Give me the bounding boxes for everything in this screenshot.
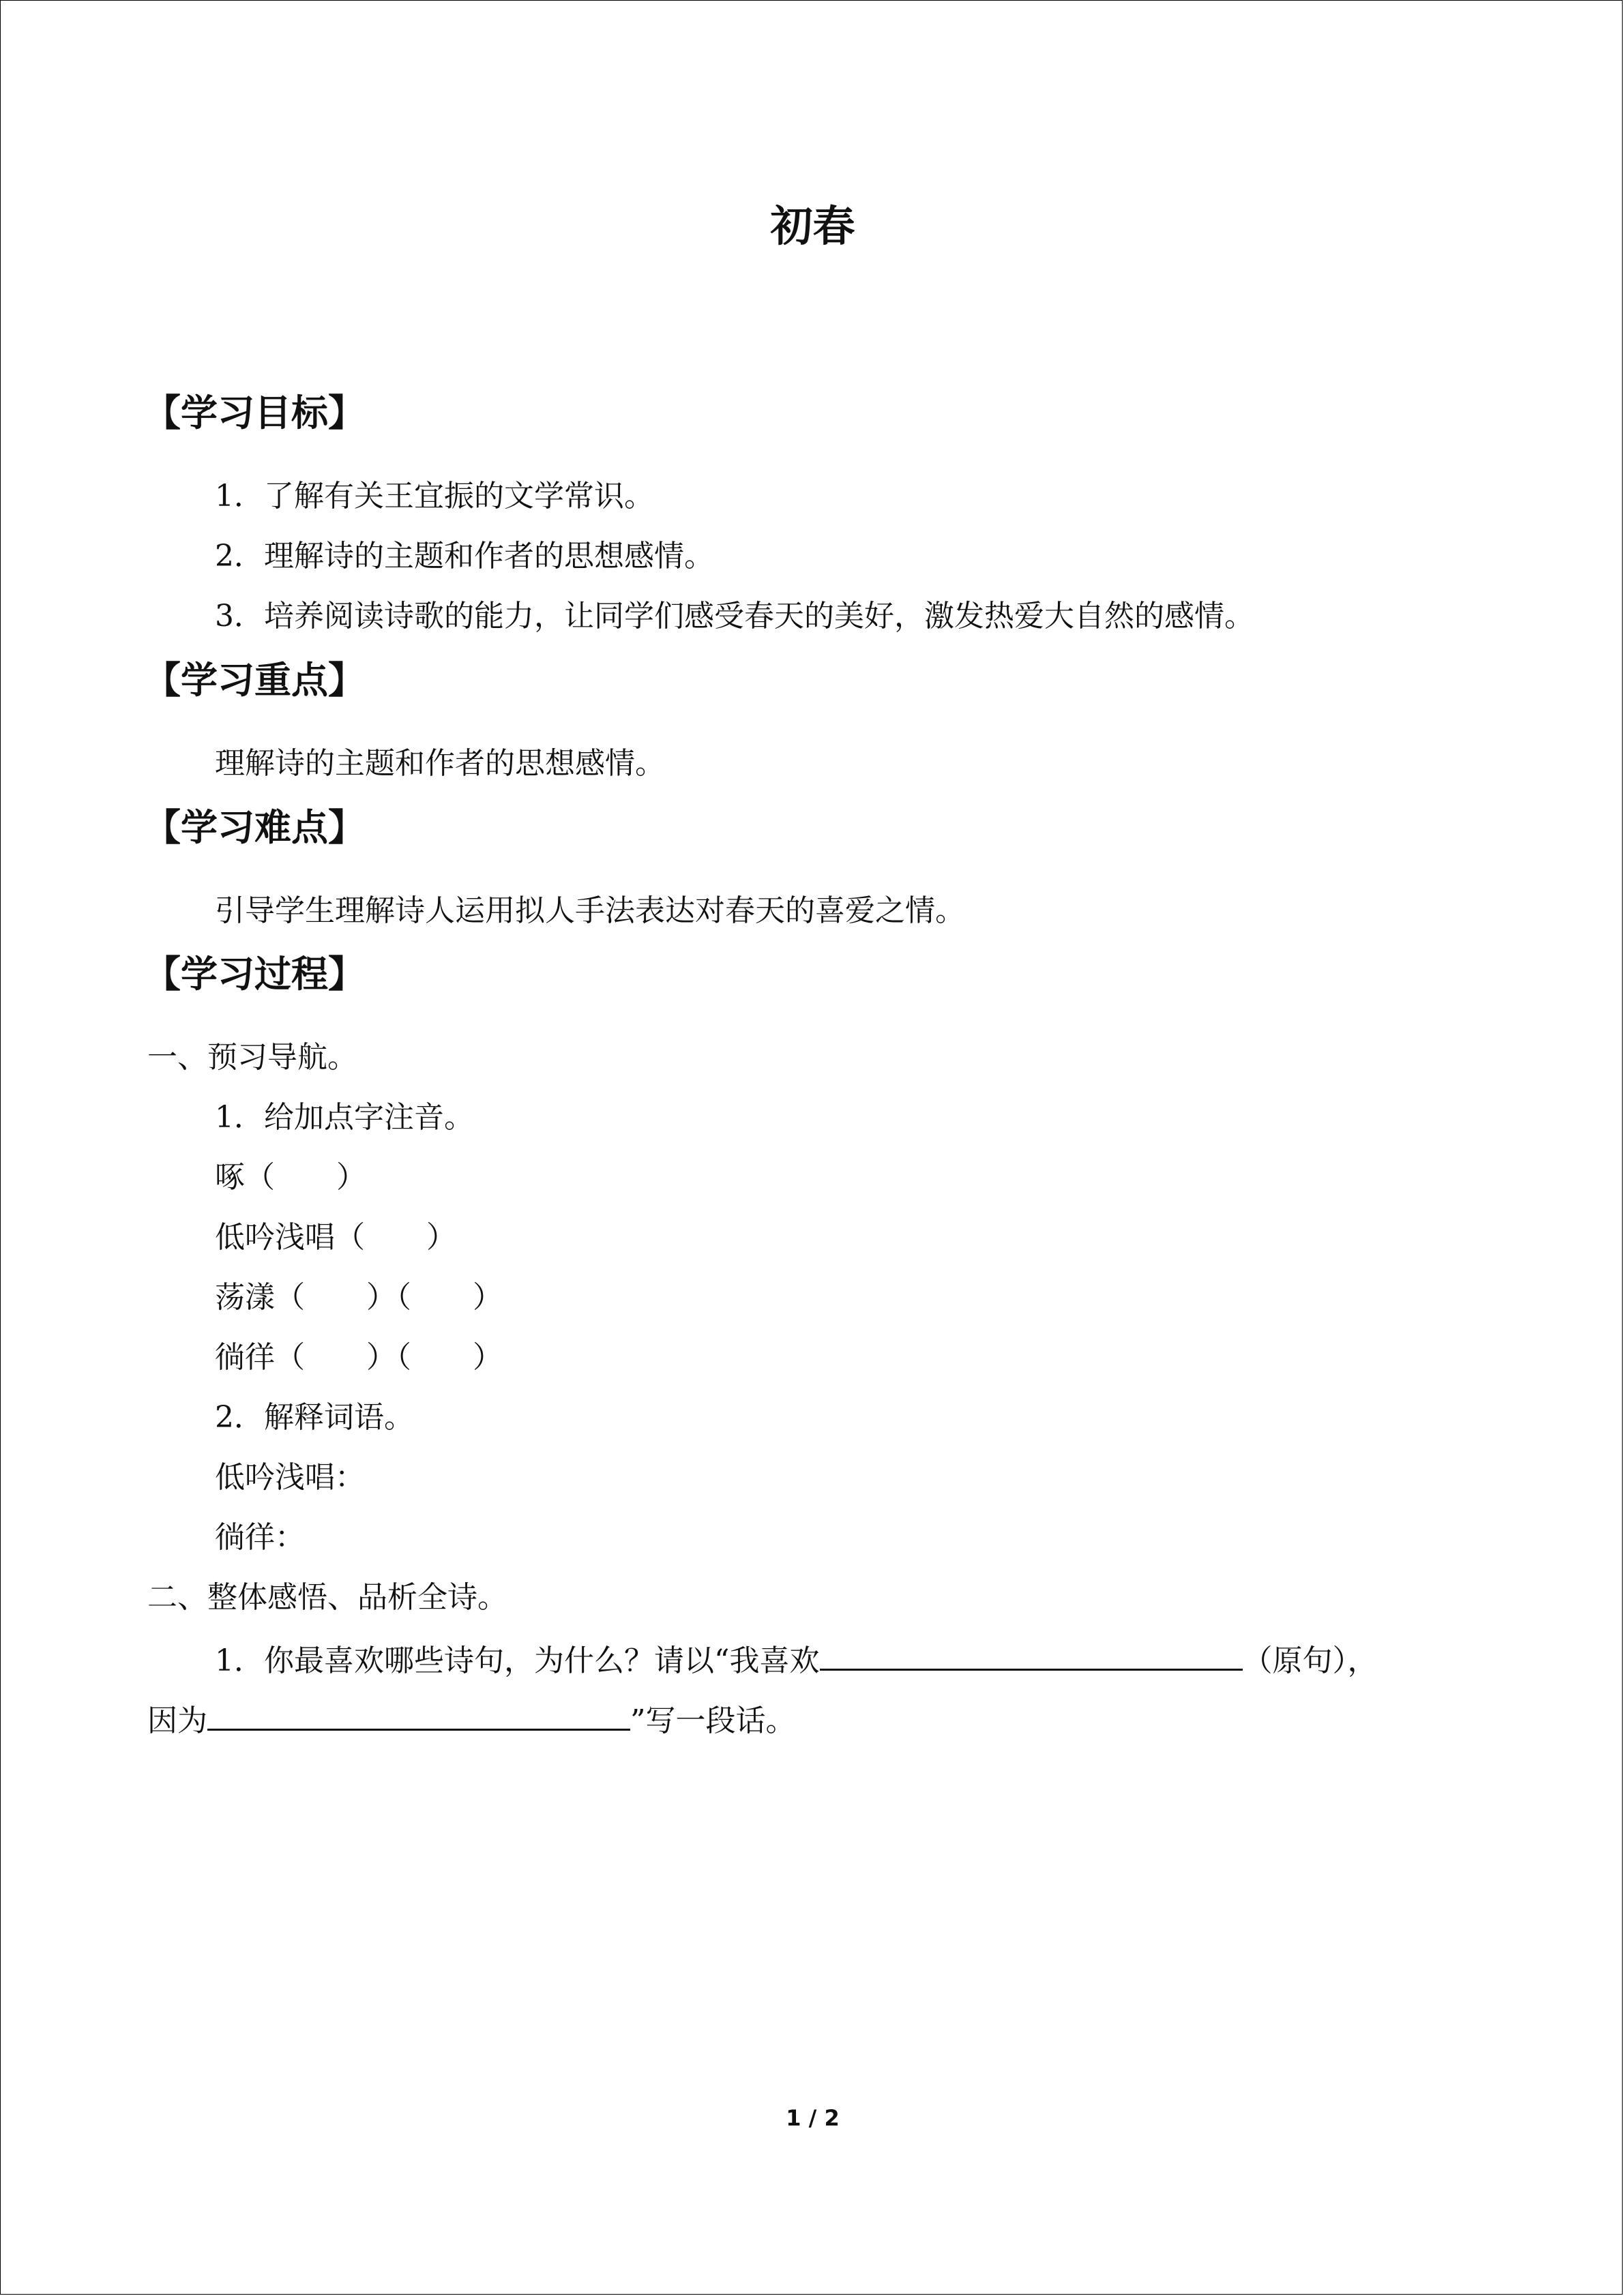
focus-heading: 【学习重点】 — [144, 659, 365, 702]
part2-q1-line1 — [215, 1643, 1378, 1676]
pinyin-item-3: 荡漾（ ）（ ） — [215, 1280, 503, 1315]
page-number: 1 / 2 — [786, 2105, 840, 2131]
page-title: 初春 — [770, 201, 855, 251]
explain-item-1: 低吟浅唱： — [215, 1460, 365, 1495]
prompt-text: 因为 — [147, 1703, 207, 1738]
part1-q1: 1．给加点字注音。 — [215, 1100, 474, 1135]
fill-blank-sentence[interactable] — [820, 1643, 1243, 1671]
difficulty-heading: 【学习难点】 — [144, 806, 365, 849]
part2-q1-line2 — [147, 1703, 796, 1736]
objective-item-2: 2．理解诗的主题和作者的思想感情。 — [215, 539, 714, 573]
process-heading: 【学习过程】 — [144, 953, 365, 996]
pinyin-word: 荡漾 — [215, 1280, 275, 1315]
part2-label: 二、整体感悟、品析全诗。 — [147, 1580, 507, 1615]
pinyin-item-2: 低吟浅唱（ ） — [215, 1220, 456, 1255]
prompt-text: 1．你最喜欢哪些诗句，为什么？请以“我喜欢 — [215, 1643, 820, 1678]
difficulty-text: 引导学生理解诗人运用拟人手法表达对春天的喜爱之情。 — [215, 893, 965, 928]
explain-item-2: 徜徉： — [215, 1520, 305, 1555]
objective-item-1: 1．了解有关王宜振的文学常识。 — [215, 479, 654, 513]
pinyin-word: 徜徉 — [215, 1340, 275, 1375]
pinyin-item-4: 徜徉（ ）（ ） — [215, 1340, 503, 1375]
focus-text: 理解诗的主题和作者的思想感情。 — [215, 746, 665, 781]
pinyin-item-1: 啄（ ） — [215, 1160, 366, 1195]
prompt-text: （原句）， — [1242, 1643, 1378, 1678]
pinyin-word: 啄 — [215, 1160, 245, 1195]
objective-item-3: 3．培养阅读诗歌的能力，让同学们感受春天的美好，激发热爱大自然的感情。 — [215, 599, 1254, 633]
part1-q2: 2．解释词语。 — [215, 1400, 414, 1435]
prompt-text: ”写一段话。 — [630, 1703, 796, 1738]
part1-label: 一、预习导航。 — [147, 1040, 357, 1075]
pinyin-word: 低吟浅唱 — [215, 1220, 335, 1255]
fill-blank-reason[interactable] — [207, 1703, 630, 1731]
objectives-heading: 【学习目标】 — [144, 391, 365, 434]
